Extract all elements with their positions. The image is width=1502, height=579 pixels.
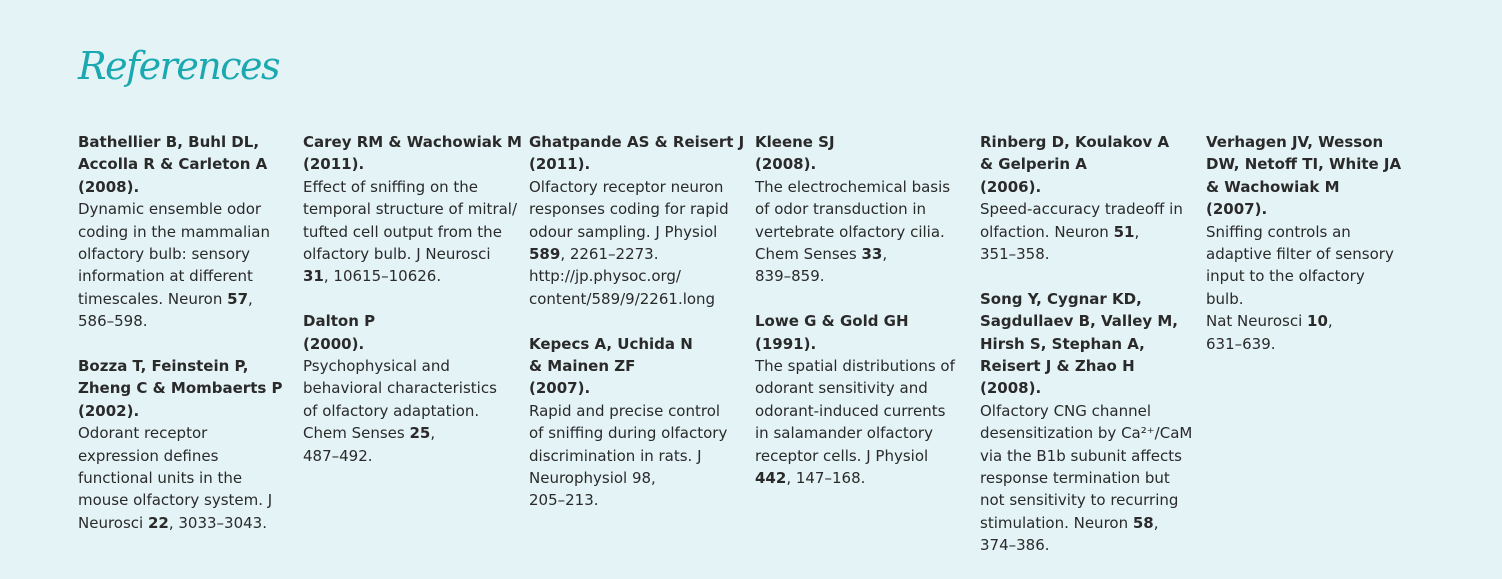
reference-year: (2002). xyxy=(78,401,140,420)
reference-text: Rapid and precise control of sniffing during olfactory discrimination in rats. J Neurophysiol 98, 205–213. xyxy=(529,401,728,510)
page-title: References xyxy=(78,44,280,88)
reference-authors: Rinberg D, Koulakov A & Gelperin A xyxy=(980,133,1170,174)
reference-pages: , 839–859. xyxy=(755,245,888,286)
reference-authors: Dalton P xyxy=(303,312,376,331)
reference-column-1 xyxy=(78,131,298,557)
reference-year: (2011). xyxy=(303,155,365,174)
reference-volume: 58 xyxy=(1132,513,1154,532)
reference-volume: 57 xyxy=(227,289,249,308)
reference-column-2 xyxy=(303,131,523,489)
reference-year: (2008). xyxy=(78,177,140,196)
reference-volume: 25 xyxy=(409,424,431,443)
reference-entry xyxy=(78,355,298,534)
reference-citation xyxy=(980,400,1200,557)
reference-entry xyxy=(78,131,298,333)
reference-entry xyxy=(303,310,523,467)
reference-authors: Verhagen JV, Wesson DW, Netoff TI, White JA & Wachowiak M xyxy=(1206,133,1402,196)
reference-pages: , 10615–10626. xyxy=(323,267,442,286)
reference-entry xyxy=(529,333,754,512)
reference-citation xyxy=(529,400,754,512)
reference-pages: , 487–492. xyxy=(303,424,436,465)
reference-year: (2011). xyxy=(529,155,591,174)
reference-column-5 xyxy=(980,131,1200,579)
reference-text: Olfactory receptor neuron responses coding for rapid odour sampling. J Physiol xyxy=(529,177,729,241)
reference-year: (2007). xyxy=(529,379,591,398)
reference-text: Olfactory CNG channel desensitization by Ca²⁺/CaM via the B1b subunit affects response termination but not sensitivity to recurring stimulation. Neuron xyxy=(980,401,1193,532)
reference-authors: Ghatpande AS & Reisert J xyxy=(529,133,745,151)
reference-citation xyxy=(755,176,975,288)
reference-year: (2008). xyxy=(980,379,1042,398)
reference-year: (1991). xyxy=(755,334,817,353)
reference-authors: Bozza T, Feinstein P, Zheng C & Mombaerts P xyxy=(78,357,283,398)
reference-citation xyxy=(529,176,754,310)
reference-text: Dynamic ensemble odor coding in the mammalian olfactory bulb: sensory information at different timescales. Neuron xyxy=(78,200,270,308)
reference-year: (2006). xyxy=(980,177,1042,196)
reference-text: Sniffing controls an adaptive filter of sensory input to the olfactory bulb. Nat Neurosci xyxy=(1206,222,1394,331)
reference-year: (2008). xyxy=(755,155,817,174)
reference-authors: Lowe G & Gold GH xyxy=(755,312,909,331)
reference-year: (2007). xyxy=(1206,200,1268,219)
reference-authors: Kleene SJ xyxy=(755,133,835,151)
reference-entry xyxy=(755,310,975,489)
reference-column-3 xyxy=(529,131,754,534)
reference-entry xyxy=(1206,131,1406,355)
reference-volume: 10 xyxy=(1307,312,1328,331)
reference-pages: , 2261–2273. http://jp.physoc.org/ content/589/9/2261.long xyxy=(529,245,716,308)
reference-entry xyxy=(980,288,1200,557)
reference-citation xyxy=(755,355,975,489)
reference-text: The spatial distributions of odorant sensitivity and odorant-induced currents in salamander olfactory receptor cells. J Physiol xyxy=(755,357,955,465)
reference-column-6 xyxy=(1206,131,1406,377)
reference-pages: , 586–598. xyxy=(78,289,253,331)
reference-authors: Kepecs A, Uchida N & Mainen ZF xyxy=(529,334,693,376)
reference-authors: Song Y, Cygnar KD, Sagdullaev B, Valley M, Hirsh S, Stephan A, Reisert J & Zhao H xyxy=(980,289,1179,376)
reference-volume: 22 xyxy=(147,513,169,532)
reference-authors: Carey RM & Wachowiak M xyxy=(303,133,522,151)
reference-text: Speed-accuracy tradeoff in olfaction. Neuron xyxy=(980,200,1183,241)
reference-volume: 33 xyxy=(861,245,883,264)
reference-entry xyxy=(980,131,1200,265)
reference-citation xyxy=(78,422,298,534)
reference-citation xyxy=(1206,221,1406,355)
reference-text: The electrochemical basis of odor transduction in vertebrate olfactory cilia. Chem Senses xyxy=(755,177,951,264)
reference-pages: , 3033–3043. xyxy=(168,513,267,532)
reference-authors: Bathellier B, Buhl DL, Accolla R & Carleton A xyxy=(78,133,268,174)
reference-column-4 xyxy=(755,131,975,512)
reference-volume: 51 xyxy=(1113,222,1135,241)
reference-volume: 31 xyxy=(303,267,324,286)
reference-citation xyxy=(303,176,523,288)
reference-text: Psychophysical and behavioral characteristics of olfactory adaptation. Chem Senses xyxy=(303,357,497,443)
reference-citation xyxy=(980,198,1200,265)
reference-text: Effect of sniffing on the temporal structure of mitral/ tufted cell output from the olfactory bulb. J Neurosci xyxy=(303,177,518,264)
reference-citation xyxy=(78,198,298,332)
reference-volume: 442 xyxy=(755,469,787,488)
reference-year: (2000). xyxy=(303,334,365,353)
reference-entry xyxy=(529,131,754,310)
reference-pages: , 631–639. xyxy=(1206,312,1333,353)
reference-volume: 589 xyxy=(529,245,561,264)
reference-pages: , 374–386. xyxy=(980,513,1159,555)
reference-entry xyxy=(303,131,523,288)
reference-entry xyxy=(755,131,975,288)
reference-pages: , 351–358. xyxy=(980,222,1140,264)
reference-pages: , 147–168. xyxy=(786,469,866,488)
reference-text: Odorant receptor expression defines functional units in the mouse olfactory system. J Neurosci xyxy=(78,424,273,532)
reference-citation xyxy=(303,355,523,467)
